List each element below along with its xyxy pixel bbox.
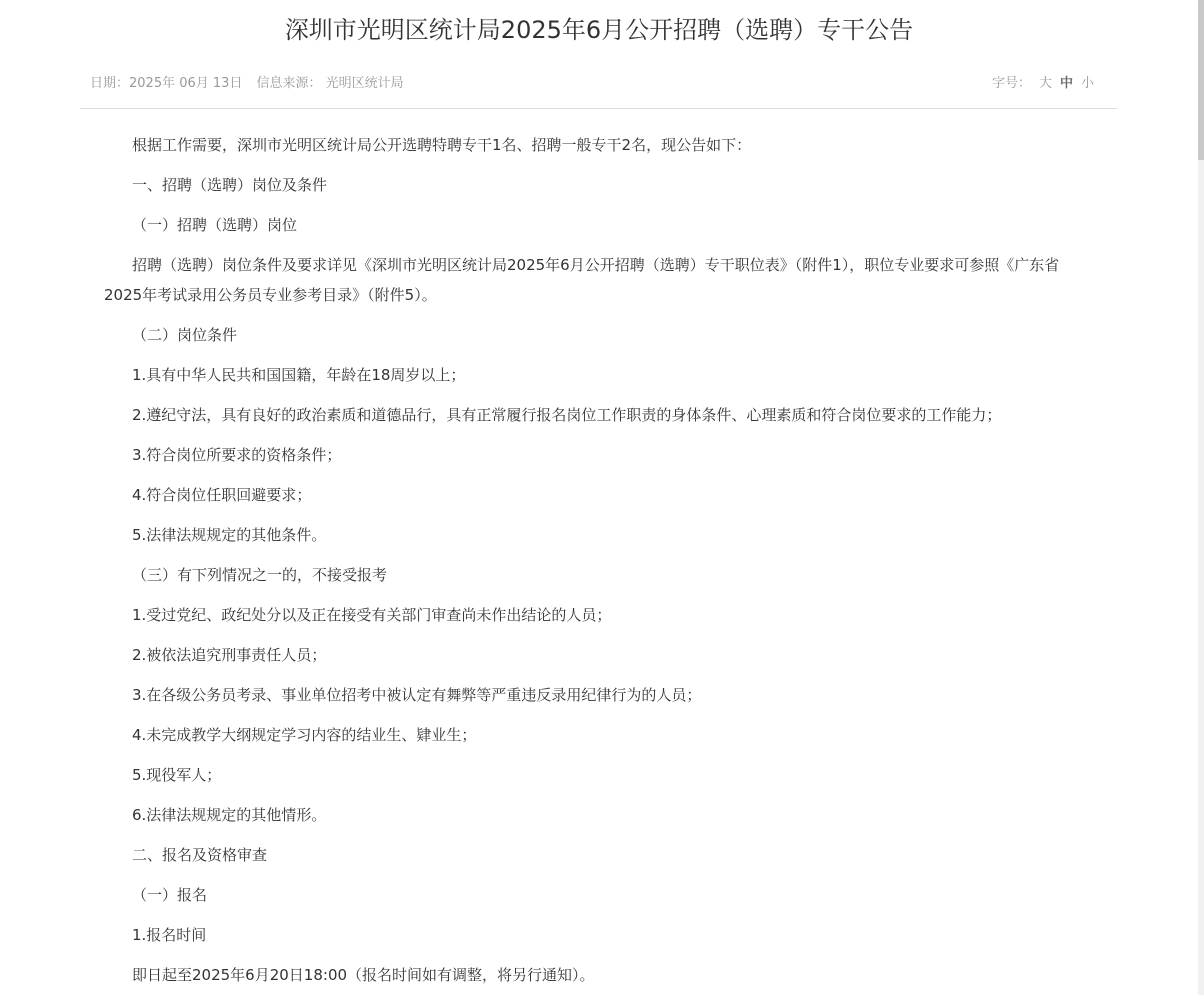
list-item: 3.在各级公务员考录、事业单位招考中被认定有舞弊等严重违反录用纪律行为的人员；	[132, 686, 702, 704]
date-label: 日期：	[90, 76, 130, 91]
body-paragraph: 即日起至2025年6月20日18:00（报名时间如有调整，将另行通知）。	[132, 966, 595, 984]
subsection-heading: （三）有下列情况之一的，不接受报考	[132, 566, 388, 584]
source-value: 光明区统计局	[325, 76, 404, 91]
list-item: 4.未完成教学大纲规定学习内容的结业生、肄业生；	[132, 726, 477, 744]
date-value: 2025年 06月 13日	[129, 76, 243, 91]
list-item: 2.遵纪守法，具有良好的政治素质和道德品行，具有正常履行报名岗位工作职责的身体条件、心理素质和符合岗位要求的工作能力；	[132, 406, 1002, 424]
font-size-switcher	[992, 74, 1094, 94]
subsection-heading: （一）报名	[132, 886, 208, 904]
intro-paragraph: 根据工作需要，深圳市光明区统计局公开选聘特聘专干1名、招聘一般专干2名，现公告如下：	[132, 136, 752, 154]
section-heading: 二、报名及资格审查	[132, 846, 268, 864]
section-heading: 一、招聘（选聘）岗位及条件	[132, 176, 328, 194]
list-item: 3.符合岗位所要求的资格条件；	[132, 446, 342, 464]
list-item: 6.法律法规规定的其他情形。	[132, 806, 327, 824]
article-meta	[90, 74, 1094, 94]
vertical-scrollbar[interactable]	[1198, 0, 1204, 995]
subsection-heading: （一）招聘（选聘）岗位	[132, 216, 298, 234]
list-item: 5.法律法规规定的其他条件。	[132, 526, 327, 544]
list-item: 1.具有中华人民共和国国籍，年龄在18周岁以上；	[132, 366, 466, 384]
list-item: 4.符合岗位任职回避要求；	[132, 486, 312, 504]
meta-info	[90, 74, 404, 94]
list-item: 2.被依法追究刑事责任人员；	[132, 646, 327, 664]
font-size-small-button[interactable]: 小	[1080, 76, 1094, 91]
subsection-heading: （二）岗位条件	[132, 326, 238, 344]
font-size-label: 字号：	[991, 76, 1031, 91]
article-body	[104, 130, 1074, 1000]
source-label: 信息来源：	[256, 76, 322, 91]
list-item: 5.现役军人；	[132, 766, 222, 784]
list-item: 1.报名时间	[132, 926, 207, 944]
scrollbar-thumb[interactable]	[1198, 0, 1204, 160]
list-item: 1.受过党纪、政纪处分以及正在接受有关部门审查尚未作出结论的人员；	[132, 606, 612, 624]
page-title: 深圳市光明区统计局2025年6月公开招聘（选聘）专干公告	[284, 16, 914, 44]
header-divider	[80, 108, 1117, 109]
font-size-medium-button[interactable]: 中	[1059, 76, 1073, 91]
body-paragraph: 招聘（选聘）岗位条件及要求详见《深圳市光明区统计局2025年6月公开招聘（选聘）专干职位表》（附件1），职位专业要求可参照《广东省2025年考试录用公务员专业参考目录》（附件5）。	[104, 256, 1060, 304]
font-size-large-button[interactable]: 大	[1038, 76, 1052, 91]
